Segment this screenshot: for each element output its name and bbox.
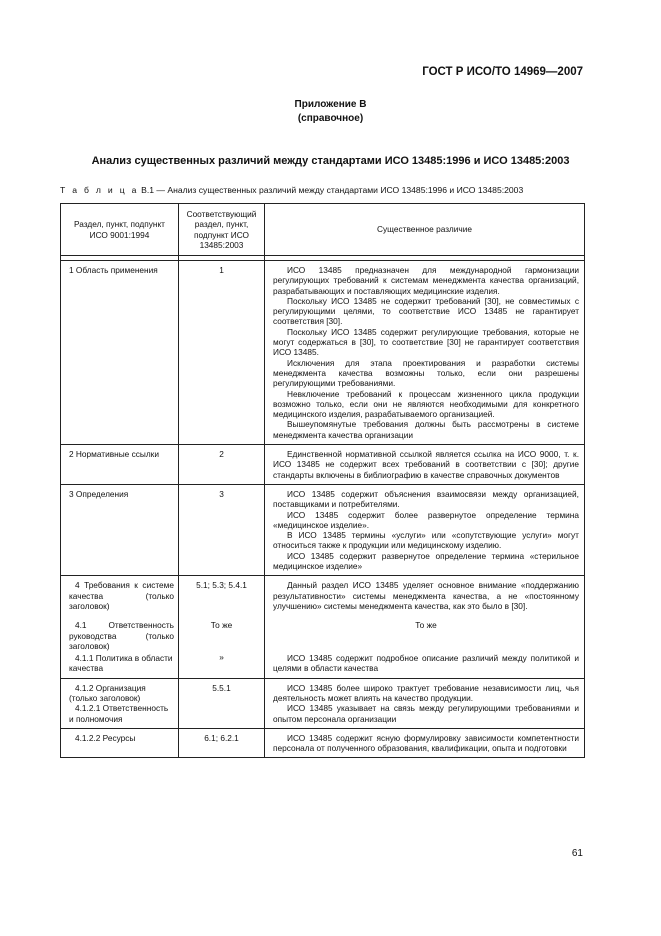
table-caption-text: В.1 — Анализ существенных различий между стандартами ИСО 13485:1996 и ИСО 13485:2003 <box>138 185 524 195</box>
row-reference: 6.1; 6.2.1 <box>179 728 265 758</box>
table-caption <box>60 185 605 195</box>
row-clause: 2 Нормативные ссылки <box>61 445 179 485</box>
row-clause: 4.1.2 Организация (только заголовок) 4.1.2.1 Ответственность и полномочия <box>61 678 179 728</box>
header-difference: Существенное различие <box>265 204 585 256</box>
row-difference: ИСО 13485 предназначен для международной гармонизации регулирующих требований к системам менеджмента качества организаций, разрабатывающих и поставляющих медицинские изделия. Поскольку ИСО 13485 не содержит требований [30], не совместимых с регулирующими целями, то соответствие ИСО 13485 не гарантирует соответствия [30]. Поскольку ИСО 13485 содержит регулирующие требования, которые не могут содержаться в [30], то соответствие [30] не гарантирует соответствия ИСО 13485. Исключения для этапа проектирования и разработки системы менеджмента качества возможны только, если они разрешены регулирующими требованиями. Невключение требований к процессам жизненного цикла продукции возможно только, если они не являются необходимыми для конкретного медицинского изделия, разрабатываемого организацией. Вышеупомянутые требования должны быть рассмотрены в системе менеджмента качества организации <box>265 261 585 445</box>
header-iso9001: Раздел, пункт, подпункт ИСО 9001:1994 <box>61 204 179 256</box>
table-row <box>61 576 585 678</box>
row-reference: 2 <box>179 445 265 485</box>
row-difference: Данный раздел ИСО 13485 уделяет основное внимание «поддержанию результативности» системы менеджмента качества, а не «постоянному улучшению» системы менеджмента качества, как это было в [30]. То же ИСО 13485 содержит подробное описание различий между политикой и целями в области качества <box>265 576 585 678</box>
row-clause: 4 Требования к системе качества (только заголовок) 4.1 Ответственность руководства (только заголовок) 4.1.1 Политика в области качества <box>61 576 179 678</box>
appendix-heading <box>0 98 661 126</box>
table-row <box>61 445 585 485</box>
table-row <box>61 484 585 575</box>
row-difference: ИСО 13485 более широко трактует требование независимости лиц, чья деятельность может влиять на качество продукции. ИСО 13485 указывает на связь между регулирующими требованиями и опытом персонала организации <box>265 678 585 728</box>
row-difference: ИСО 13485 содержит ясную формулировку зависимости компетентности персонала от полученного образования, квалификации, опыта и подготовки <box>265 728 585 758</box>
page-number: 61 <box>571 848 583 859</box>
table-row <box>61 261 585 445</box>
row-clause: 3 Определения <box>61 484 179 575</box>
row-clause: 4.1.2.2 Ресурсы <box>61 728 179 758</box>
table-header-row <box>61 204 585 256</box>
section-title: Анализ существенных различий между стандартами ИСО 13485:1996 и ИСО 13485:2003 <box>91 155 570 167</box>
row-reference: 5.5.1 <box>179 678 265 728</box>
appendix-subtitle: (справочное) <box>297 113 364 124</box>
row-reference: 1 <box>179 261 265 445</box>
row-reference: 5.1; 5.3; 5.4.1 То же » <box>179 576 265 678</box>
document-header-code: ГОСТ Р ИСО/ТО 14969—2007 <box>422 66 583 78</box>
row-reference: 3 <box>179 484 265 575</box>
table-caption-prefix: Т а б л и ц а <box>60 185 139 195</box>
row-difference: Единственной нормативной ссылкой является ссылка на ИСО 9000, т. к. ИСО 13485 не содержит всех требований в соответствии с [30]; другие стандарты включены в библиографию в качестве справочных документов <box>265 445 585 485</box>
appendix-title: Приложение В <box>294 99 367 110</box>
header-iso13485: Соответствующий раздел, пункт, подпункт ИСО 13485:2003 <box>179 204 265 256</box>
table-row <box>61 728 585 758</box>
row-clause: 1 Область применения <box>61 261 179 445</box>
comparison-table <box>60 203 585 758</box>
row-difference: ИСО 13485 содержит объяснения взаимосвязи между организацией, поставщиками и потребителями. ИСО 13485 содержит более развернутое определение термина «медицинское изделие». В ИСО 13485 термины «услуги» или «сопутствующие услуги» могут относиться также к продукции или медицинскому изделию. ИСО 13485 содержит развернутое определение термина «стерильное медицинское изделие» <box>265 484 585 575</box>
table-row <box>61 678 585 728</box>
